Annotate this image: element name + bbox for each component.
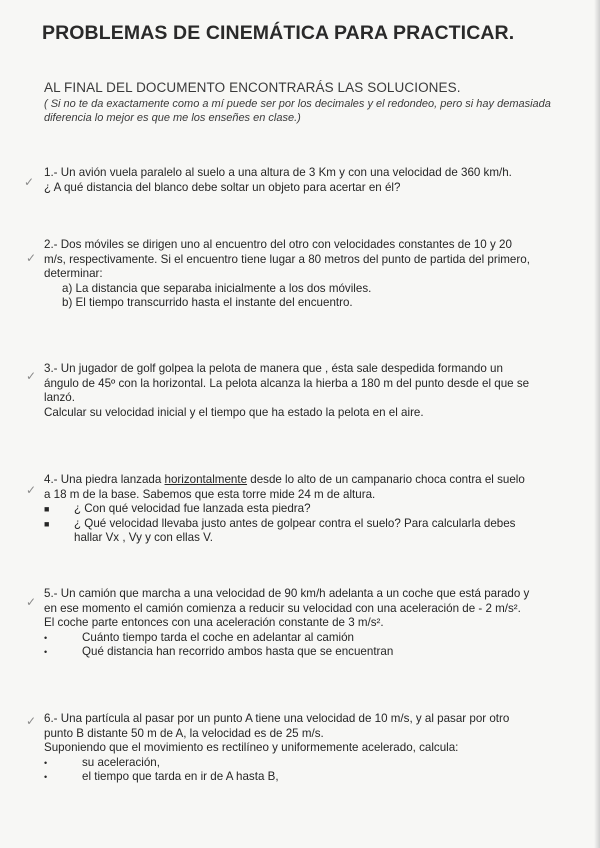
- problem-1: [44, 166, 562, 195]
- problem-6-line-3: Suponiendo que el movimiento es rectilíneo y uniformemente acelerado, calcula:: [44, 741, 459, 754]
- problem-3-line-2: ángulo de 45º con la horizontal. La pelota alcanza la hierba a 180 m del punto desde el que se: [44, 376, 530, 390]
- problem-2-line-3: determinar:: [44, 267, 103, 280]
- problem-4-bullet-1-text: ¿ Con qué velocidad fue lanzada esta piedra?: [74, 502, 311, 515]
- problem-4-line-1-end: desde lo alto de un campanario choca contra el suelo: [247, 473, 525, 486]
- dot-bullet-icon: •: [44, 632, 48, 643]
- problem-2: [44, 238, 562, 311]
- problem-4-line-1-start: 4.- Una piedra lanzada: [44, 473, 165, 486]
- problem-4: [44, 473, 562, 546]
- problem-4-bullet-2-cont: hallar Vx , Vy y con ellas V.: [74, 531, 213, 544]
- dot-bullet-icon: •: [44, 757, 48, 768]
- problem-1-line-2: ¿ A qué distancia del blanco debe soltar un objeto para acertar en él?: [44, 180, 401, 194]
- square-bullet-icon: ■: [44, 518, 50, 529]
- problem-6-line-1: 6.- Una partícula al pasar por un punto A tiene una velocidad de 10 m/s, y al pasar por otro: [44, 712, 510, 725]
- square-bullet-icon: ■: [44, 504, 50, 514]
- problem-6-bullet-2-text: el tiempo que tarda en ir de A hasta B,: [82, 770, 279, 783]
- check-mark-6: ✓: [26, 714, 37, 728]
- problem-6-line-2: punto B distante 50 m de A, la velocidad es de 25 m/s.: [44, 726, 324, 740]
- problem-5-bullet-1-text: Cuánto tiempo tarda el coche en adelantar al camión: [82, 630, 354, 644]
- problem-5-line-1: 5.- Un camión que marcha a una velocidad de 90 km/h adelanta a un coche que está parado y: [44, 587, 530, 600]
- problem-3-line-3: lanzó.: [44, 391, 75, 404]
- problem-1-line-1: 1.- Un avión vuela paralelo al suelo a una altura de 3 Km y con una velocidad de 360 km/h.: [44, 166, 512, 179]
- problem-4-bullet-2-text: ¿ Qué velocidad llevaba justo antes de golpear contra el suelo? Para calcularla debes: [74, 516, 516, 530]
- problem-5-bullet-2: [44, 645, 562, 660]
- problem-2-line-1: 2.- Dos móviles se dirigen uno al encuentro del otro con velocidades constantes de 10 y 20: [44, 238, 512, 251]
- intro-block: [44, 80, 564, 125]
- check-mark-1: ✓: [24, 175, 35, 189]
- problem-4-underlined-word: horizontalmente: [164, 473, 248, 486]
- problem-4-line-2: a 18 m de la base. Sabemos que esta torre mide 24 m de altura.: [44, 487, 376, 501]
- problem-5-line-2: en ese momento el camión comienza a reducir su velocidad con una aceleración de - 2 m/s².: [44, 601, 521, 615]
- problem-4-bullet-1: [44, 502, 562, 517]
- problem-4-line-1: [44, 473, 562, 488]
- check-mark-5: ✓: [26, 595, 37, 609]
- problem-3-line-4: Calcular su velocidad inicial y el tiempo que ha estado la pelota en el aire.: [44, 405, 424, 419]
- page-edge-shadow: [594, 0, 600, 848]
- intro-heading: AL FINAL DEL DOCUMENTO ENCONTRARÁS LAS SOLUCIONES.: [44, 80, 461, 95]
- problem-2-item-a: a) La distancia que separaba inicialmente a los dos móviles.: [62, 281, 372, 295]
- page-title: PROBLEMAS DE CINEMÁTICA PARA PRACTICAR.: [42, 22, 515, 44]
- check-mark-3: ✓: [26, 369, 37, 383]
- dot-bullet-icon: •: [44, 647, 48, 657]
- problem-2-item-b: b) El tiempo transcurrido hasta el instante del encuentro.: [62, 296, 353, 309]
- problem-5-line-3: El coche parte entonces con una aceleración constante de 3 m/s².: [44, 616, 384, 629]
- problem-6-bullet-1-text: su aceleración,: [82, 755, 160, 769]
- check-mark-2: ✓: [26, 251, 37, 265]
- problem-5: [44, 587, 562, 660]
- intro-note: ( Si no te da exactamente como a mí puede ser por los decimales y el redondeo, pero si hay demasiada diferencia lo mejor es que me los enseñes en clase.): [44, 98, 551, 124]
- problem-6-bullet-2: [44, 770, 562, 785]
- problem-6-bullet-1: [44, 756, 562, 771]
- dot-bullet-icon: •: [44, 772, 48, 782]
- problem-2-line-2: m/s, respectivamente. Si el encuentro tiene lugar a 80 metros del punto de partida del primero,: [44, 252, 530, 266]
- problem-3-line-1: 3.- Un jugador de golf golpea la pelota de manera que , ésta sale despedida formando un: [44, 362, 503, 375]
- problem-5-bullet-2-text: Qué distancia han recorrido ambos hasta que se encuentran: [82, 645, 394, 658]
- problem-6: [44, 712, 562, 785]
- problem-4-bullet-2: [44, 517, 562, 546]
- problem-5-bullet-1: [44, 631, 562, 646]
- check-mark-4: ✓: [26, 483, 37, 497]
- problem-3: [44, 362, 562, 420]
